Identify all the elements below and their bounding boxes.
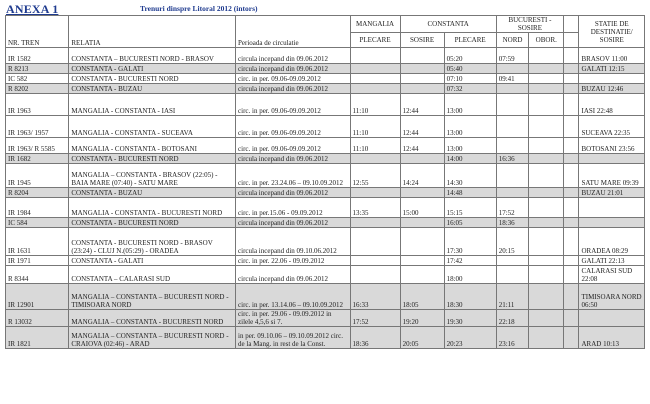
spacer-cell — [564, 64, 579, 74]
period-cell: circ. in per. 13.14.06 – 09.10.09.2012 — [236, 284, 351, 310]
constanta-departure-cell: 14:30 — [444, 164, 496, 188]
constanta-arrival-cell — [400, 84, 444, 94]
mangalia-departure-cell: 11:10 — [350, 116, 400, 138]
mangalia-departure-cell: 11:10 — [350, 138, 400, 154]
table-row — [6, 256, 645, 266]
spacer-cell — [564, 74, 579, 84]
table-row — [6, 138, 645, 154]
train-number-cell: R 8213 — [6, 64, 69, 74]
destination-arrival-cell: BOTOSANI 23:56 — [579, 138, 645, 154]
header-bucuresti: BUCURESTI - SOSIRE — [496, 16, 563, 33]
bucuresti-obor-arrival-cell — [529, 256, 564, 266]
constanta-arrival-cell: 18:05 — [400, 284, 444, 310]
period-cell: circula incepand din 09.06.2012 — [236, 64, 351, 74]
destination-arrival-cell: SATU MARE 09:39 — [579, 164, 645, 188]
header-nord: NORD — [496, 33, 529, 48]
period-cell: circula incepand din 09.06.2012 — [236, 218, 351, 228]
spacer-cell — [564, 266, 579, 284]
route-cell: CONSTANTA - BUCURESTI NORD — [69, 218, 236, 228]
constanta-departure-cell: 05:40 — [444, 64, 496, 74]
bucuresti-nord-arrival-cell: 22:18 — [496, 310, 529, 327]
table-row — [6, 84, 645, 94]
table-row — [6, 198, 645, 218]
table-row — [6, 74, 645, 84]
spacer-cell — [564, 198, 579, 218]
header-mangalia-plecare: PLECARE — [350, 33, 400, 48]
destination-arrival-cell: GALATI 22:13 — [579, 256, 645, 266]
period-cell: circula incepand din 09.06.2012 — [236, 154, 351, 164]
annex-label: ANEXA 1 — [6, 2, 59, 16]
train-number-cell: R 8344 — [6, 266, 69, 284]
destination-arrival-cell: SUCEAVA 22:35 — [579, 116, 645, 138]
mangalia-departure-cell: 11:10 — [350, 94, 400, 116]
constanta-departure-cell: 20:23 — [444, 327, 496, 349]
train-number-cell: IC 582 — [6, 74, 69, 84]
destination-arrival-cell: GALATI 12:15 — [579, 64, 645, 74]
constanta-departure-cell: 05:20 — [444, 48, 496, 64]
bucuresti-obor-arrival-cell — [529, 48, 564, 64]
destination-arrival-cell: CALARASI SUD 22:08 — [579, 266, 645, 284]
constanta-arrival-cell — [400, 266, 444, 284]
bucuresti-obor-arrival-cell — [529, 164, 564, 188]
constanta-arrival-cell: 20:05 — [400, 327, 444, 349]
period-cell: circula incepand din 09.06.2012 — [236, 48, 351, 64]
header-constanta-sosire: SOSIRE — [400, 33, 444, 48]
constanta-arrival-cell: 15:00 — [400, 198, 444, 218]
bucuresti-nord-arrival-cell: 21:11 — [496, 284, 529, 310]
train-number-cell: IR 1582 — [6, 48, 69, 64]
train-number-cell: IR 1821 — [6, 327, 69, 349]
spacer-cell — [564, 164, 579, 188]
destination-arrival-cell: ORADEA 08:29 — [579, 228, 645, 256]
route-cell: MANGALIA – CONSTANTA - BRASOV (22:05) - BAIA MARE (07:40) - SATU MARE — [69, 164, 236, 188]
bucuresti-nord-arrival-cell — [496, 94, 529, 116]
header-perioada: Perioada de circulatie — [236, 16, 351, 48]
route-cell: CONSTANTA - BUZAU — [69, 188, 236, 198]
destination-arrival-cell: BUZAU 12:46 — [579, 84, 645, 94]
train-number-cell: IR 1971 — [6, 256, 69, 266]
header-constanta-plecare: PLECARE — [444, 33, 496, 48]
spacer-cell — [564, 94, 579, 116]
table-row — [6, 310, 645, 327]
header-constanta: CONSTANTA — [400, 16, 496, 33]
route-cell: MANGALIA - CONSTANTA - BUCURESTI NORD — [69, 198, 236, 218]
bucuresti-nord-arrival-cell — [496, 266, 529, 284]
period-cell: circ. in per. 29.06 - 09.09.2012 in zilele 4,5,6 si 7. — [236, 310, 351, 327]
spacer-cell — [564, 327, 579, 349]
spacer-cell — [564, 284, 579, 310]
mangalia-departure-cell: 17:52 — [350, 310, 400, 327]
route-cell: CONSTANTA - BUCURESTI NORD - BRASOV (23:24) - CLUJ N.(05:29) - ORADEA — [69, 228, 236, 256]
route-cell: MANGALIA - CONSTANTA - SUCEAVA — [69, 116, 236, 138]
constanta-arrival-cell — [400, 64, 444, 74]
constanta-departure-cell: 13:00 — [444, 94, 496, 116]
constanta-departure-cell: 13:00 — [444, 138, 496, 154]
constanta-arrival-cell: 19:20 — [400, 310, 444, 327]
constanta-departure-cell: 18:00 — [444, 266, 496, 284]
bucuresti-nord-arrival-cell: 17:52 — [496, 198, 529, 218]
constanta-departure-cell: 07:32 — [444, 84, 496, 94]
constanta-arrival-cell — [400, 228, 444, 256]
mangalia-departure-cell — [350, 154, 400, 164]
train-number-cell: IR 1963 — [6, 94, 69, 116]
table-row — [6, 48, 645, 64]
table-row — [6, 116, 645, 138]
destination-arrival-cell: TIMISOARA NORD 06:50 — [579, 284, 645, 310]
bucuresti-obor-arrival-cell — [529, 327, 564, 349]
period-cell: circ. in per. 22.06 - 09.09.2012 — [236, 256, 351, 266]
constanta-arrival-cell: 14:24 — [400, 164, 444, 188]
constanta-departure-cell: 15:15 — [444, 198, 496, 218]
mangalia-departure-cell — [350, 266, 400, 284]
route-cell: CONSTANTA - BUCURESTI NORD — [69, 74, 236, 84]
bucuresti-obor-arrival-cell — [529, 188, 564, 198]
train-number-cell: R 13032 — [6, 310, 69, 327]
route-cell: MANGALIA – CONSTANTA – BUCURESTI NORD - TIMISOARA NORD — [69, 284, 236, 310]
bucuresti-nord-arrival-cell: 16:36 — [496, 154, 529, 164]
mangalia-departure-cell: 13:35 — [350, 198, 400, 218]
constanta-departure-cell: 14:48 — [444, 188, 496, 198]
table-row — [6, 94, 645, 116]
bucuresti-obor-arrival-cell — [529, 154, 564, 164]
constanta-arrival-cell — [400, 154, 444, 164]
bucuresti-nord-arrival-cell — [496, 116, 529, 138]
route-cell: CONSTANTA - GALATI — [69, 256, 236, 266]
period-cell: circula incepand din 09.10.06.2012 — [236, 228, 351, 256]
bucuresti-obor-arrival-cell — [529, 74, 564, 84]
spacer-cell — [564, 154, 579, 164]
train-number-cell: IR 12901 — [6, 284, 69, 310]
train-number-cell: IR 1682 — [6, 154, 69, 164]
bucuresti-nord-arrival-cell — [496, 256, 529, 266]
period-cell: circ. in per.15.06 - 09.09.2012 — [236, 198, 351, 218]
bucuresti-obor-arrival-cell — [529, 64, 564, 74]
route-cell: MANGALIA - CONSTANTA - IASI — [69, 94, 236, 116]
header-nr-tren: NR. TREN — [6, 16, 69, 48]
bucuresti-obor-arrival-cell — [529, 218, 564, 228]
constanta-departure-cell: 19:30 — [444, 310, 496, 327]
bucuresti-nord-arrival-cell — [496, 164, 529, 188]
header-mangalia: MANGALIA — [350, 16, 400, 33]
spacer-cell — [564, 218, 579, 228]
header-obor: OBOR. — [529, 33, 564, 48]
mangalia-departure-cell: 16:33 — [350, 284, 400, 310]
bucuresti-nord-arrival-cell — [496, 64, 529, 74]
period-cell: circ. in per. 09.06-09.09.2012 — [236, 94, 351, 116]
spacer-cell — [564, 228, 579, 256]
mangalia-departure-cell — [350, 84, 400, 94]
mangalia-departure-cell — [350, 188, 400, 198]
route-cell: CONSTANTA – BUCURESTI NORD - BRASOV — [69, 48, 236, 64]
bucuresti-obor-arrival-cell — [529, 284, 564, 310]
destination-arrival-cell: BUZAU 21:01 — [579, 188, 645, 198]
table-row — [6, 188, 645, 198]
train-number-cell: IR 1945 — [6, 164, 69, 188]
constanta-arrival-cell: 12:44 — [400, 94, 444, 116]
table-row — [6, 154, 645, 164]
train-number-cell: IC 584 — [6, 218, 69, 228]
bucuresti-nord-arrival-cell — [496, 138, 529, 154]
period-cell: circ. in per. 09.06-09.09.2012 — [236, 116, 351, 138]
bucuresti-obor-arrival-cell — [529, 138, 564, 154]
bucuresti-obor-arrival-cell — [529, 84, 564, 94]
destination-arrival-cell: BRASOV 11:00 — [579, 48, 645, 64]
destination-arrival-cell — [579, 218, 645, 228]
bucuresti-nord-arrival-cell: 09:41 — [496, 74, 529, 84]
train-number-cell: R 8202 — [6, 84, 69, 94]
train-number-cell: IR 1631 — [6, 228, 69, 256]
document-title: Trenuri dinspre Litoral 2012 (intors) — [140, 4, 258, 13]
mangalia-departure-cell — [350, 256, 400, 266]
constanta-departure-cell: 14:00 — [444, 154, 496, 164]
mangalia-departure-cell — [350, 48, 400, 64]
destination-arrival-cell: IASI 22:48 — [579, 94, 645, 116]
table-row — [6, 284, 645, 310]
constanta-departure-cell: 07:10 — [444, 74, 496, 84]
constanta-arrival-cell — [400, 74, 444, 84]
spacer-cell — [564, 256, 579, 266]
constanta-departure-cell: 16:05 — [444, 218, 496, 228]
table-row — [6, 218, 645, 228]
mangalia-departure-cell: 12:55 — [350, 164, 400, 188]
bucuresti-obor-arrival-cell — [529, 228, 564, 256]
table-row — [6, 228, 645, 256]
mangalia-departure-cell — [350, 228, 400, 256]
route-cell: CONSTANTA – CALARASI SUD — [69, 266, 236, 284]
route-cell: MANGALIA – CONSTANTA – BUCURESTI NORD - CRAIOVA (02:46) - ARAD — [69, 327, 236, 349]
header-destinatie: STATIE DE DESTINATIE/ SOSIRE — [579, 16, 645, 48]
destination-arrival-cell — [579, 74, 645, 84]
period-cell: in per. 09.10.06 – 09.10.09.2012 circ. de la Mang. in rest de la Const. — [236, 327, 351, 349]
period-cell: circula incepand din 09.06.2012 — [236, 266, 351, 284]
constanta-departure-cell: 17:30 — [444, 228, 496, 256]
constanta-arrival-cell: 12:44 — [400, 116, 444, 138]
train-schedule-table — [5, 15, 645, 349]
destination-arrival-cell — [579, 154, 645, 164]
spacer-cell — [564, 188, 579, 198]
bucuresti-nord-arrival-cell: 20:15 — [496, 228, 529, 256]
bucuresti-nord-arrival-cell: 18:36 — [496, 218, 529, 228]
table-row — [6, 164, 645, 188]
bucuresti-nord-arrival-cell — [496, 84, 529, 94]
bucuresti-obor-arrival-cell — [529, 198, 564, 218]
mangalia-departure-cell — [350, 74, 400, 84]
spacer-cell — [564, 84, 579, 94]
route-cell: CONSTANTA - BUZAU — [69, 84, 236, 94]
destination-arrival-cell — [579, 310, 645, 327]
table-row — [6, 327, 645, 349]
mangalia-departure-cell — [350, 218, 400, 228]
train-number-cell: IR 1963/ R 5585 — [6, 138, 69, 154]
bucuresti-nord-arrival-cell — [496, 188, 529, 198]
bucuresti-obor-arrival-cell — [529, 94, 564, 116]
spacer-cell — [564, 48, 579, 64]
route-cell: CONSTANTA - GALATI — [69, 64, 236, 74]
bucuresti-obor-arrival-cell — [529, 116, 564, 138]
period-cell: circ. in per. 23.24.06 – 09.10.09.2012 — [236, 164, 351, 188]
period-cell: circ. in per. 09.06-09.09.2012 — [236, 138, 351, 154]
bucuresti-obor-arrival-cell — [529, 310, 564, 327]
period-cell: circ. in per. 09.06-09.09.2012 — [236, 74, 351, 84]
header-relatia: RELATIA — [69, 16, 236, 48]
train-number-cell: R 8204 — [6, 188, 69, 198]
spacer-cell — [564, 116, 579, 138]
mangalia-departure-cell — [350, 64, 400, 74]
table-row — [6, 64, 645, 74]
constanta-arrival-cell — [400, 218, 444, 228]
route-cell: MANGALIA – CONSTANTA - BUCURESTI NORD — [69, 310, 236, 327]
destination-arrival-cell — [579, 198, 645, 218]
constanta-arrival-cell — [400, 48, 444, 64]
train-number-cell: IR 1984 — [6, 198, 69, 218]
spacer-cell — [564, 310, 579, 327]
constanta-departure-cell: 17:42 — [444, 256, 496, 266]
train-number-cell: IR 1963/ 1957 — [6, 116, 69, 138]
mangalia-departure-cell: 18:36 — [350, 327, 400, 349]
constanta-arrival-cell: 12:44 — [400, 138, 444, 154]
period-cell: circula incepand din 09.06.2012 — [236, 188, 351, 198]
constanta-arrival-cell — [400, 188, 444, 198]
period-cell: circula incepand din 09.06.2012 — [236, 84, 351, 94]
route-cell: MANGALIA - CONSTANTA - BOTOSANI — [69, 138, 236, 154]
spacer-cell — [564, 138, 579, 154]
destination-arrival-cell: ARAD 10:13 — [579, 327, 645, 349]
table-row — [6, 266, 645, 284]
bucuresti-obor-arrival-cell — [529, 266, 564, 284]
constanta-arrival-cell — [400, 256, 444, 266]
constanta-departure-cell: 18:30 — [444, 284, 496, 310]
route-cell: CONSTANTA - BUCURESTI NORD — [69, 154, 236, 164]
bucuresti-nord-arrival-cell: 07:59 — [496, 48, 529, 64]
bucuresti-nord-arrival-cell: 23:16 — [496, 327, 529, 349]
constanta-departure-cell: 13:00 — [444, 116, 496, 138]
